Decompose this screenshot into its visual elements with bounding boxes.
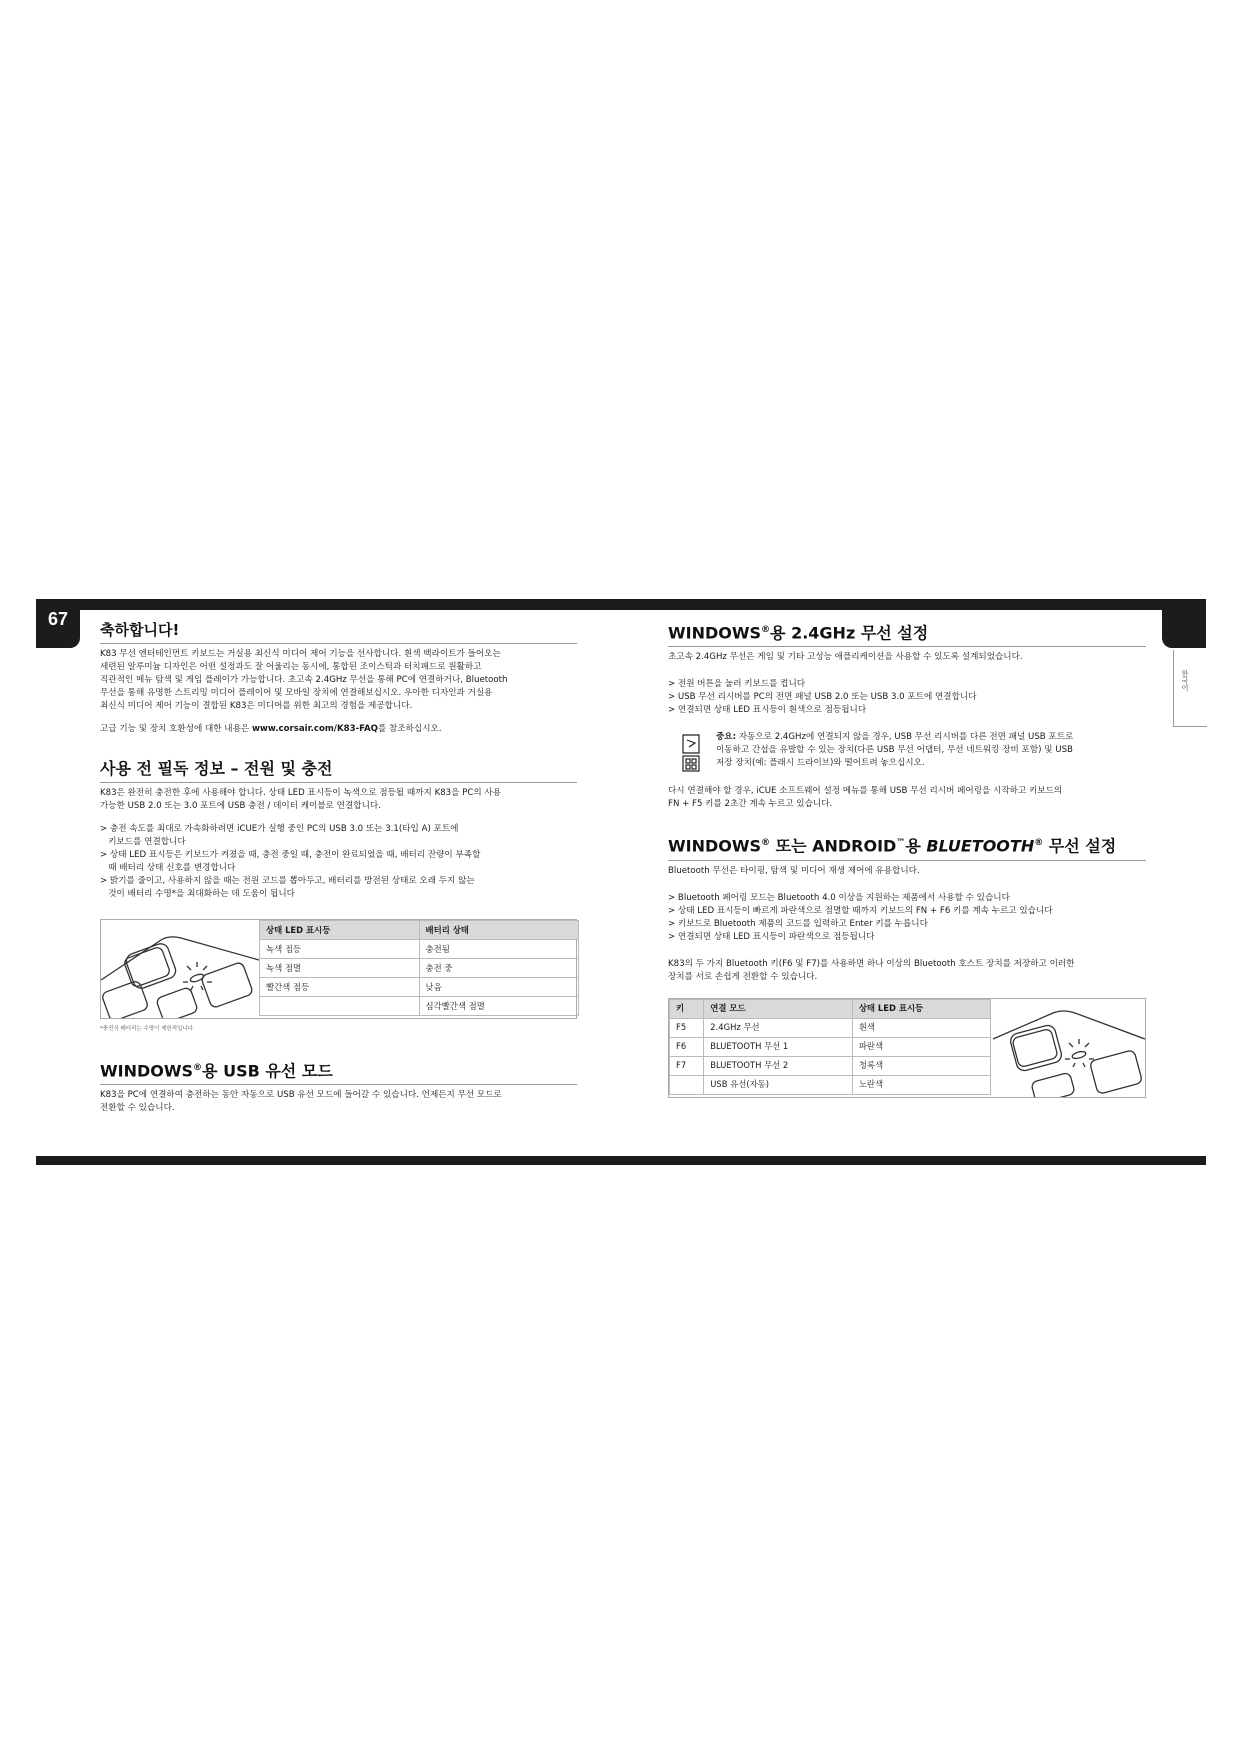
keyboard-keys-illustration xyxy=(993,999,1145,1097)
table-cell: 2.4GHz 무선 xyxy=(704,1018,853,1037)
bullet-line: > Bluetooth 페어링 모드는 Bluetooth 4.0 이상을 지원하는 제품에서 사용할 수 있습니다 xyxy=(668,892,1010,903)
top-bar xyxy=(36,599,1206,610)
text-line: 다시 연결해야 할 경우, iCUE 소프트웨어 설정 메뉴를 통해 USB 무선 리시버 페어링을 시작하고 키보드의 xyxy=(668,786,1063,797)
connection-mode-table xyxy=(669,999,991,1095)
text-line: 초고속 2.4GHz 무선은 게임 및 기타 고성능 애플리케이션을 사용할 수 있도록 설계되었습니다. xyxy=(668,652,1023,663)
keyboard-keys-illustration xyxy=(101,920,259,1018)
table-row xyxy=(670,1056,991,1075)
faq-post: 를 참조하십시오. xyxy=(377,724,442,734)
power-charging-heading: 사용 전 필독 정보 – 전원 및 충전 xyxy=(100,758,577,783)
bullet-line: > 충전 속도를 최대로 가속화하려면 iCUE가 실행 중인 PC의 USB 3.0 또는 3.1(타입 A) 포트에 xyxy=(100,824,459,834)
connection-mode-table-box xyxy=(668,998,1146,1098)
faq-line xyxy=(100,723,577,736)
battery-footnote: *충전식 배터리는 수명이 제한적입니다 xyxy=(100,1026,194,1032)
table-cell: 충전 중 xyxy=(419,959,578,978)
table-cell xyxy=(670,1075,704,1094)
bullet-line: > 연결되면 상태 LED 표시등이 흰색으로 점등됩니다 xyxy=(668,705,867,716)
important-note xyxy=(668,731,1146,775)
bullet-line: > 연결되면 상태 LED 표시등이 파란색으로 점등됩니다 xyxy=(668,931,875,942)
left-column xyxy=(100,620,577,1115)
registered-mark: ® xyxy=(761,838,771,849)
text-line: 세련된 알루미늄 디자인은 어떤 설정과도 잘 어울리는 동시에, 통합된 조이스틱과 터치패드로 원활하고 xyxy=(100,662,482,672)
bullet-line: > 상태 LED 표시등이 빠르게 파란색으로 점멸할 때까지 키보드의 FN + F6 키를 계속 누르고 있습니다 xyxy=(668,905,1053,916)
table-header: 키 xyxy=(670,999,704,1018)
text-line: K83 무선 엔터테인먼트 키보드는 거실용 최신식 미디어 제어 기능을 선사합니다. 흰색 백라이트가 들어오는 xyxy=(100,649,501,659)
usb-receiver-icon xyxy=(680,733,702,773)
battery-status-table-box xyxy=(100,919,577,1019)
table-cell xyxy=(260,997,420,1016)
heading-part: 무선 설정 xyxy=(1043,836,1117,856)
bullet-line: > 키보드로 Bluetooth 제품의 코드를 입력하고 Enter 키를 누릅니다 xyxy=(668,918,928,929)
table-cell: 녹색 점멸 xyxy=(260,959,420,978)
table-row xyxy=(260,940,579,959)
faq-pre: 고급 기능 및 장치 호환성에 대한 내용은 xyxy=(100,724,252,734)
table-cell: 파란색 xyxy=(852,1037,990,1056)
text-line: 가능한 USB 2.0 또는 3.0 포트에 USB 충전 / 데이터 케이블로 연결합니다. xyxy=(100,801,381,811)
table-row xyxy=(670,1075,991,1094)
table-row xyxy=(670,1018,991,1037)
table-header: 상태 LED 표시등 xyxy=(852,999,990,1018)
bullet-line: 키보드를 연결합니다 xyxy=(100,837,186,847)
congrats-heading: 축하합니다! xyxy=(100,620,577,644)
table-cell: F7 xyxy=(670,1056,704,1075)
text-line: 최신식 미디어 제어 기능이 결합된 K83은 미디어를 위한 최고의 경험을 제공합니다. xyxy=(100,701,413,711)
heading-part: 또는 ANDROID xyxy=(770,836,897,856)
charging-bullets xyxy=(100,823,577,901)
table-cell: USB 유선(자동) xyxy=(704,1075,853,1094)
bullet-line: > 전원 버튼을 눌러 키보드를 켭니다 xyxy=(668,679,806,690)
bullet-line: > 상태 LED 표시등은 키보드가 켜졌을 때, 충전 중일 때, 충전이 완료되었을 때, 배터리 잔량이 부족할 xyxy=(100,850,481,860)
table-cell: 녹색 점등 xyxy=(260,940,420,959)
table-cell: 낮음 xyxy=(419,978,578,997)
table-cell: 청록색 xyxy=(852,1056,990,1075)
bullet-line: > 밝기를 줄이고, 사용하지 않을 때는 전원 코드를 뽑아두고, 배터리를 방전된 상태로 오래 두지 않는 xyxy=(100,876,475,886)
wireless-24ghz-heading xyxy=(668,620,1146,647)
table-header: 배터리 상태 xyxy=(419,921,578,940)
table-row xyxy=(260,959,579,978)
table-header: 연결 모드 xyxy=(704,999,853,1018)
table-row xyxy=(260,978,579,997)
text-line: 무선을 통해 유명한 스트리밍 미디어 플레이어 및 모바일 장치에 연결해보십시오. 우아한 디자인과 거실용 xyxy=(100,688,493,698)
heading-part: 용 2.4GHz 무선 설정 xyxy=(770,623,929,643)
congrats-body xyxy=(100,648,577,713)
right-corner-tab xyxy=(1162,604,1206,648)
important-line xyxy=(716,731,1146,744)
bottom-bar xyxy=(36,1156,1206,1165)
text-line: FN + F5 키를 2초간 계속 누르고 있습니다. xyxy=(668,799,833,810)
heading-part: 용 xyxy=(905,836,927,856)
usb-wired-heading xyxy=(100,1058,577,1085)
registered-mark: ® xyxy=(193,1063,203,1073)
table-cell: 노란색 xyxy=(852,1075,990,1094)
table-header-row xyxy=(260,921,579,940)
text-line: 전환할 수 있습니다. xyxy=(100,1103,175,1114)
table-header-row xyxy=(670,999,991,1018)
important-text: 자동으로 2.4GHz에 연결되지 않을 경우, USB 무선 리시버를 다른 전면 패널 USB 포트로 xyxy=(736,732,1074,743)
table-cell: BLUETOOTH 무선 1 xyxy=(704,1037,853,1056)
registered-mark: ® xyxy=(1034,838,1044,849)
bullet-line: 때 배터리 상태 신호를 변경합니다 xyxy=(100,863,236,873)
text-line: 장치를 서로 손쉽게 전환할 수 있습니다. xyxy=(668,971,818,982)
heading-bluetooth: BLUETOOTH xyxy=(926,836,1035,856)
trademark-mark: ™ xyxy=(896,838,906,849)
table-cell: F5 xyxy=(670,1018,704,1037)
registered-mark: ® xyxy=(761,625,771,635)
language-label: 한국어 xyxy=(1181,670,1189,691)
heading-part: WINDOWS xyxy=(100,1061,194,1081)
heading-part: 용 USB 유선 모드 xyxy=(202,1061,333,1081)
wireless-bullets xyxy=(668,678,1146,717)
heading-part: WINDOWS xyxy=(668,836,762,856)
bluetooth-heading xyxy=(668,833,1146,860)
page-number: 67 xyxy=(47,609,69,629)
important-line: 저장 장치(예: 플래시 드라이브)와 떨어트려 놓으십시오. xyxy=(716,758,925,769)
important-label: 중요: xyxy=(716,732,737,743)
bullet-line: > USB 무선 리시버를 PC의 전면 패널 USB 2.0 또는 USB 3.0 포트에 연결합니다 xyxy=(668,692,977,703)
table-cell: 흰색 xyxy=(852,1018,990,1037)
text-line: K83의 두 가지 Bluetooth 키(F6 및 F7)를 사용하면 하나 이상의 Bluetooth 호스트 장치를 저장하고 이러한 xyxy=(668,958,1075,969)
table-cell: 심각빨간색 점멸 xyxy=(419,997,578,1016)
table-row xyxy=(670,1037,991,1056)
text-line: 직관적인 메뉴 탐색 및 게임 플레이가 가능합니다. 초고속 2.4GHz 무선을 통해 PC에 연결하거나, Bluetooth xyxy=(100,675,508,685)
table-cell: 빨간색 점등 xyxy=(260,978,420,997)
language-side-tab xyxy=(1173,650,1207,727)
faq-link[interactable]: www.corsair.com/K83-FAQ xyxy=(251,724,378,734)
text-line: Bluetooth 무선은 타이핑, 탐색 및 미디어 재생 제어에 유용합니다. xyxy=(668,865,920,876)
table-cell: 충전됨 xyxy=(419,940,578,959)
important-line: 이동하고 간섭을 유발할 수 있는 장치(다른 USB 무선 어댑터, 무선 네트워킹 장비 포함) 및 USB xyxy=(716,745,1073,756)
table-row xyxy=(260,997,579,1016)
table-cell: F6 xyxy=(670,1037,704,1056)
table-header: 상태 LED 표시등 xyxy=(260,921,420,940)
battery-status-table xyxy=(259,920,579,1016)
bluetooth-bullets xyxy=(668,892,1146,944)
heading-part: WINDOWS xyxy=(668,623,762,643)
text-line: K83은 완전히 충전한 후에 사용해야 합니다. 상태 LED 표시등이 녹색으로 점등될 때까지 K83을 PC의 사용 xyxy=(100,788,501,798)
table-cell: BLUETOOTH 무선 2 xyxy=(704,1056,853,1075)
bullet-line: 것이 배터리 수명*을 최대화하는 데 도움이 됩니다 xyxy=(100,889,295,899)
text-line: K83을 PC에 연결하여 충전하는 동안 자동으로 USB 유선 모드에 들어갈 수 있습니다. 언제든지 무선 모드로 xyxy=(100,1090,502,1101)
right-column xyxy=(668,620,1146,1098)
